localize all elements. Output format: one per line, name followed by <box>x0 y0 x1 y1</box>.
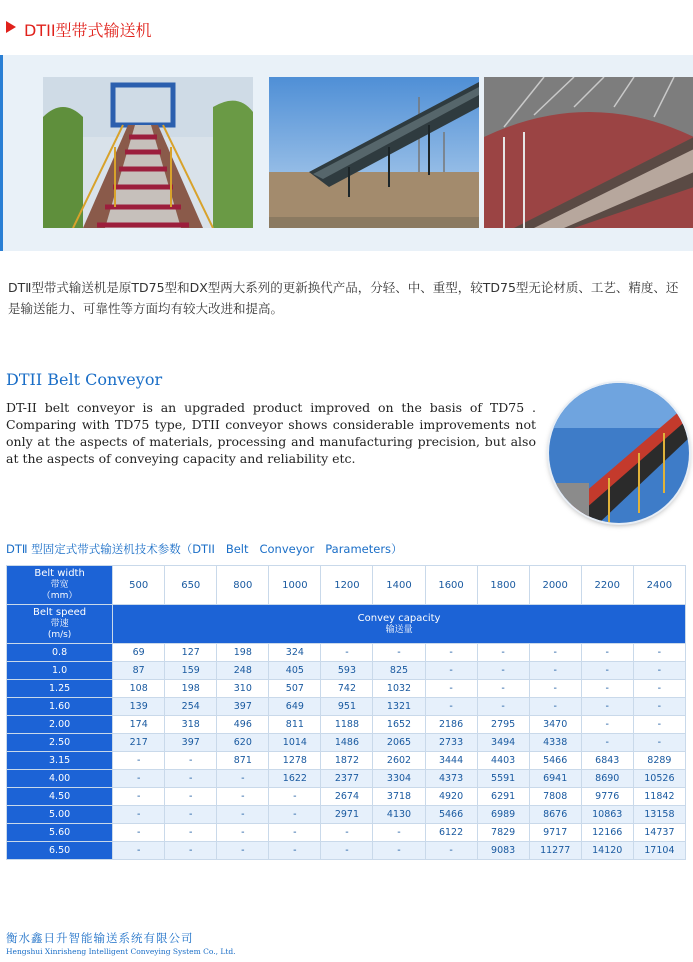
photo-strip <box>0 55 693 251</box>
capacity-cell: 198 <box>217 644 269 662</box>
capacity-cell: - <box>581 644 633 662</box>
capacity-cell: - <box>165 806 217 824</box>
width-header-cell: 650 <box>165 566 217 605</box>
capacity-cell: 10863 <box>581 806 633 824</box>
capacity-cell: - <box>581 662 633 680</box>
strip-accent-bar <box>0 55 3 251</box>
table-row <box>7 824 686 842</box>
capacity-cell: 9083 <box>477 842 529 860</box>
capacity-cell: 1014 <box>269 734 321 752</box>
speed-cell: 0.8 <box>7 644 113 662</box>
convey-capacity-header <box>113 605 686 644</box>
capacity-cell: - <box>425 662 477 680</box>
page-title: DTII型带式输送机 <box>24 21 152 40</box>
capacity-cell: 12166 <box>581 824 633 842</box>
capacity-cell: - <box>425 842 477 860</box>
speed-cell: 1.25 <box>7 680 113 698</box>
capacity-cell: - <box>373 644 425 662</box>
capacity-cell: 825 <box>373 662 425 680</box>
capacity-cell: 217 <box>113 734 165 752</box>
capacity-cell: 397 <box>217 698 269 716</box>
capacity-cell: 5591 <box>477 770 529 788</box>
capacity-cell: 127 <box>165 644 217 662</box>
capacity-cell: - <box>529 644 581 662</box>
capacity-cell: 7808 <box>529 788 581 806</box>
capacity-cell: - <box>165 788 217 806</box>
capacity-cell: 1486 <box>321 734 373 752</box>
speed-cell: 5.00 <box>7 806 113 824</box>
capacity-cell: - <box>217 824 269 842</box>
capacity-cell: 2186 <box>425 716 477 734</box>
capacity-cell: 248 <box>217 662 269 680</box>
capacity-cell: 871 <box>217 752 269 770</box>
capacity-cell: 4373 <box>425 770 477 788</box>
capacity-cell: 3304 <box>373 770 425 788</box>
speed-cell: 1.0 <box>7 662 113 680</box>
capacity-cell: 593 <box>321 662 373 680</box>
table-caption: DTⅡ 型固定式带式输送机技术参数（DTII Belt Conveyor Parameters） <box>6 542 403 556</box>
inclined-conveyor-photo <box>43 77 253 228</box>
english-section-title: DTII Belt Conveyor <box>6 370 163 389</box>
capacity-cell: 742 <box>321 680 373 698</box>
capacity-cell: 17104 <box>633 842 685 860</box>
capacity-cell: - <box>165 824 217 842</box>
capacity-cell: 4403 <box>477 752 529 770</box>
capacity-label-cn: 输送量 <box>385 624 413 635</box>
parameters-table <box>6 565 686 860</box>
capacity-cell: - <box>477 680 529 698</box>
capacity-cell: 139 <box>113 698 165 716</box>
company-footer <box>6 930 236 956</box>
capacity-cell: - <box>113 788 165 806</box>
speed-cell: 4.00 <box>7 770 113 788</box>
capacity-cell: - <box>113 806 165 824</box>
capacity-cell: 5466 <box>425 806 477 824</box>
capacity-cell: 6941 <box>529 770 581 788</box>
capacity-cell: - <box>425 698 477 716</box>
capacity-cell: 507 <box>269 680 321 698</box>
capacity-cell: - <box>165 752 217 770</box>
capacity-cell: 6989 <box>477 806 529 824</box>
capacity-cell: - <box>217 770 269 788</box>
capacity-cell: 8676 <box>529 806 581 824</box>
speed-cell: 4.50 <box>7 788 113 806</box>
table-row <box>7 788 686 806</box>
page-header <box>0 0 693 50</box>
capacity-cell: 4920 <box>425 788 477 806</box>
capacity-cell: 397 <box>165 734 217 752</box>
capacity-cell: 2674 <box>321 788 373 806</box>
capacity-cell: 1278 <box>269 752 321 770</box>
capacity-cell: 3470 <box>529 716 581 734</box>
speed-cell: 2.00 <box>7 716 113 734</box>
outdoor-conveyor-photo <box>269 77 479 228</box>
capacity-cell: - <box>633 662 685 680</box>
company-name-en: Hengshui Xinrisheng Intelligent Conveying System Co., Ltd. <box>6 947 236 956</box>
table-row <box>7 698 686 716</box>
speed-cell: 2.50 <box>7 734 113 752</box>
capacity-cell: - <box>529 680 581 698</box>
capacity-cell: - <box>113 824 165 842</box>
capacity-cell: 254 <box>165 698 217 716</box>
circular-conveyor-photo <box>549 383 689 523</box>
width-header-cell: 1000 <box>269 566 321 605</box>
capacity-cell: 69 <box>113 644 165 662</box>
capacity-cell: - <box>633 698 685 716</box>
capacity-cell: 2971 <box>321 806 373 824</box>
width-header-cell: 1400 <box>373 566 425 605</box>
capacity-cell: 6291 <box>477 788 529 806</box>
capacity-cell: - <box>165 842 217 860</box>
capacity-cell: - <box>217 806 269 824</box>
capacity-cell: 649 <box>269 698 321 716</box>
capacity-cell: 405 <box>269 662 321 680</box>
capacity-cell: - <box>477 698 529 716</box>
table-row <box>7 734 686 752</box>
capacity-cell: 3718 <box>373 788 425 806</box>
capacity-cell: - <box>633 680 685 698</box>
triangle-bullet-icon <box>6 21 16 33</box>
table-row <box>7 644 686 662</box>
capacity-cell: 496 <box>217 716 269 734</box>
capacity-cell: - <box>113 752 165 770</box>
capacity-cell: 3444 <box>425 752 477 770</box>
company-name-cn: 衡水鑫日升智能输送系统有限公司 <box>6 931 194 945</box>
belt-speed-header-row <box>7 605 686 644</box>
capacity-cell: 14120 <box>581 842 633 860</box>
capacity-cell: - <box>581 698 633 716</box>
capacity-cell: 1321 <box>373 698 425 716</box>
capacity-cell: 951 <box>321 698 373 716</box>
capacity-cell: 811 <box>269 716 321 734</box>
capacity-cell: 159 <box>165 662 217 680</box>
width-header-cell: 500 <box>113 566 165 605</box>
capacity-cell: 10526 <box>633 770 685 788</box>
capacity-cell: - <box>477 644 529 662</box>
speed-cell: 6.50 <box>7 842 113 860</box>
capacity-cell: - <box>633 734 685 752</box>
capacity-cell: 198 <box>165 680 217 698</box>
belt-width-header <box>7 566 113 605</box>
capacity-cell: - <box>633 644 685 662</box>
capacity-cell: 3494 <box>477 734 529 752</box>
table-row <box>7 716 686 734</box>
capacity-cell: - <box>581 680 633 698</box>
capacity-cell: 4338 <box>529 734 581 752</box>
capacity-cell: - <box>321 644 373 662</box>
capacity-cell: 2733 <box>425 734 477 752</box>
capacity-cell: 7829 <box>477 824 529 842</box>
capacity-cell: 2377 <box>321 770 373 788</box>
table-row <box>7 662 686 680</box>
width-header-cell: 2000 <box>529 566 581 605</box>
belt-speed-header <box>7 605 113 644</box>
table-row <box>7 752 686 770</box>
capacity-cell: 1188 <box>321 716 373 734</box>
capacity-cell: - <box>269 806 321 824</box>
width-header-cell: 1600 <box>425 566 477 605</box>
capacity-cell: 174 <box>113 716 165 734</box>
capacity-cell: 8289 <box>633 752 685 770</box>
speed-cell: 1.60 <box>7 698 113 716</box>
capacity-cell: 1032 <box>373 680 425 698</box>
capacity-cell: 620 <box>217 734 269 752</box>
capacity-cell: - <box>425 680 477 698</box>
capacity-cell: - <box>477 662 529 680</box>
width-header-cell: 800 <box>217 566 269 605</box>
capacity-cell: 6122 <box>425 824 477 842</box>
capacity-cell: - <box>633 716 685 734</box>
width-header-cell: 1800 <box>477 566 529 605</box>
speed-cell: 5.60 <box>7 824 113 842</box>
capacity-cell: 1872 <box>321 752 373 770</box>
capacity-cell: - <box>113 842 165 860</box>
capacity-cell: 87 <box>113 662 165 680</box>
capacity-cell: 108 <box>113 680 165 698</box>
table-row <box>7 842 686 860</box>
capacity-cell: - <box>269 842 321 860</box>
capacity-cell: 8690 <box>581 770 633 788</box>
capacity-cell: - <box>269 824 321 842</box>
capacity-cell: 13158 <box>633 806 685 824</box>
belt-speed-unit: (m/s) <box>47 630 72 640</box>
capacity-cell: 11277 <box>529 842 581 860</box>
table-row <box>7 806 686 824</box>
capacity-cell: 310 <box>217 680 269 698</box>
belt-width-header-row <box>7 566 686 605</box>
capacity-cell: - <box>269 788 321 806</box>
table-row <box>7 770 686 788</box>
capacity-cell: 1652 <box>373 716 425 734</box>
capacity-cell: 318 <box>165 716 217 734</box>
capacity-cell: 11842 <box>633 788 685 806</box>
english-description: DT-II belt conveyor is an upgraded product improved on the basis of TD75 . Comparing with TD75 type, DTII conveyor shows considerable improvements not only at the aspects of materials, processing and manufacturing precision, but also at the aspects of conveying capacity and reliability etc. <box>6 400 536 466</box>
capacity-cell: - <box>373 842 425 860</box>
capacity-cell: - <box>425 644 477 662</box>
capacity-cell: 4130 <box>373 806 425 824</box>
capacity-cell: - <box>113 770 165 788</box>
speed-cell: 3.15 <box>7 752 113 770</box>
capacity-cell: 9717 <box>529 824 581 842</box>
capacity-cell: 9776 <box>581 788 633 806</box>
capacity-label-en: Convey capacity <box>357 612 441 624</box>
capacity-cell: - <box>321 842 373 860</box>
capacity-cell: - <box>165 770 217 788</box>
belt-width-label-cn: 带宽 <box>50 580 69 590</box>
capacity-cell: 2795 <box>477 716 529 734</box>
intro-chinese-text: DTⅡ型带式输送机是原TD75型和DX型两大系列的更新换代产品，分轻、中、重型，较TD75型无论材质、工艺、精度、还是输送能力、可靠性等方面均有较大改进和提高。 <box>8 280 679 316</box>
capacity-cell: - <box>529 662 581 680</box>
capacity-cell: - <box>581 716 633 734</box>
capacity-cell: - <box>581 734 633 752</box>
capacity-cell: 1622 <box>269 770 321 788</box>
capacity-cell: 5466 <box>529 752 581 770</box>
capacity-cell: 14737 <box>633 824 685 842</box>
capacity-cell: - <box>217 788 269 806</box>
capacity-cell: - <box>529 698 581 716</box>
width-header-cell: 2400 <box>633 566 685 605</box>
capacity-cell: 2602 <box>373 752 425 770</box>
belt-speed-label-cn: 带速 <box>50 619 69 629</box>
width-header-cell: 2200 <box>581 566 633 605</box>
capacity-cell: - <box>373 824 425 842</box>
belt-width-label-en: Belt width <box>34 568 85 579</box>
belt-width-unit: （mm） <box>41 591 78 601</box>
table-row <box>7 680 686 698</box>
capacity-cell: 324 <box>269 644 321 662</box>
width-header-cell: 1200 <box>321 566 373 605</box>
covered-conveyor-photo <box>484 77 693 228</box>
capacity-cell: - <box>217 842 269 860</box>
capacity-cell: - <box>321 824 373 842</box>
capacity-cell: 2065 <box>373 734 425 752</box>
belt-speed-label-en: Belt speed <box>33 607 87 618</box>
capacity-cell: 6843 <box>581 752 633 770</box>
